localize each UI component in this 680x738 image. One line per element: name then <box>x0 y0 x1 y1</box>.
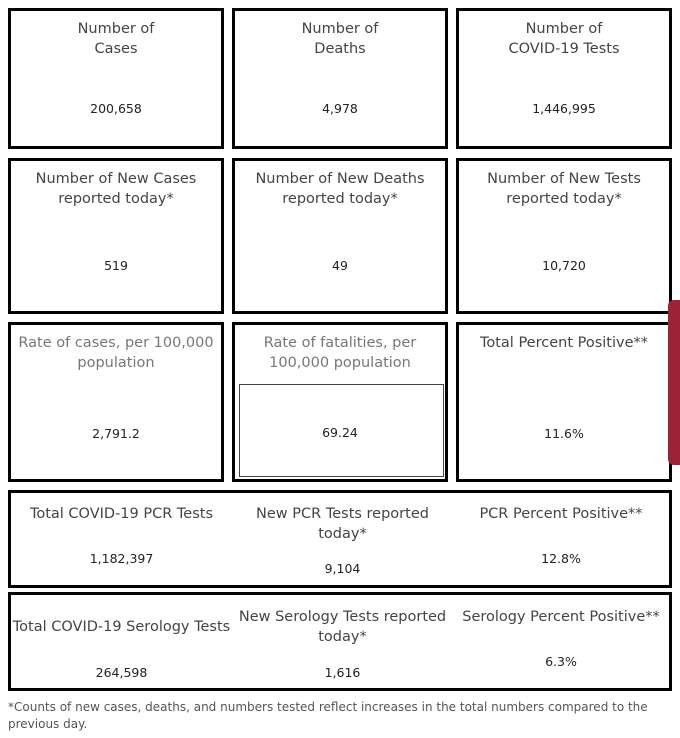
serology-total-label: Total COVID-19 Serology Tests <box>12 619 231 635</box>
new-cases-label: Number of New Cases reported today* <box>35 171 197 207</box>
pcr-total-label: Total COVID-19 PCR Tests <box>29 506 214 522</box>
pcr-card <box>8 490 672 588</box>
case-rate-card <box>8 322 224 482</box>
tests-value: 1,446,995 <box>532 101 596 116</box>
deaths-card <box>232 8 448 149</box>
pcr-new-value: 9,104 <box>324 561 361 576</box>
fatality-rate-card[interactable] <box>232 322 448 482</box>
cases-card <box>8 8 224 149</box>
new-tests-card <box>456 158 672 314</box>
serology-card <box>8 592 672 691</box>
percent-positive-card <box>456 322 672 482</box>
pcr-total-value: 1,182,397 <box>89 551 154 566</box>
new-deaths-card <box>232 158 448 314</box>
serology-positive-label: Serology Percent Positive** <box>462 609 660 625</box>
pcr-positive-value: 12.8% <box>541 551 581 566</box>
footnote: *Counts of new cases, deaths, and numbers tested reflect increases in the total numbers compared to the previous day. <box>8 700 648 731</box>
cases-value: 200,658 <box>90 101 142 116</box>
case-rate-value: 2,791.2 <box>92 426 140 441</box>
tests-card <box>456 8 672 149</box>
deaths-label: Number of Deaths <box>301 21 379 57</box>
serology-new-value: 1,616 <box>324 665 361 680</box>
new-cases-card <box>8 158 224 314</box>
serology-total-value: 264,598 <box>95 665 148 680</box>
tests-label: Number of COVID-19 Tests <box>508 21 620 57</box>
serology-new-label: New Serology Tests reported today* <box>238 609 447 645</box>
new-tests-label: Number of New Tests reported today* <box>487 171 641 207</box>
percent-positive-value: 11.6% <box>544 426 584 441</box>
case-rate-label: Rate of cases, per 100,000 population <box>18 335 214 371</box>
new-deaths-label: Number of New Deaths reported today* <box>255 171 425 207</box>
cases-label: Number of Cases <box>77 21 155 57</box>
new-tests-value: 10,720 <box>542 258 586 273</box>
pcr-positive-label: PCR Percent Positive** <box>479 506 643 522</box>
fatality-rate-value: 69.24 <box>322 425 358 440</box>
deaths-value: 4,978 <box>322 101 358 116</box>
side-feedback-tab[interactable] <box>668 300 680 465</box>
percent-positive-label: Total Percent Positive** <box>479 335 649 351</box>
new-deaths-value: 49 <box>332 258 348 273</box>
new-cases-value: 519 <box>104 258 128 273</box>
serology-positive-value: 6.3% <box>545 654 577 669</box>
fatality-rate-label: Rate of fatalities, per 100,000 population <box>263 335 417 371</box>
pcr-new-label: New PCR Tests reported today* <box>256 506 429 542</box>
